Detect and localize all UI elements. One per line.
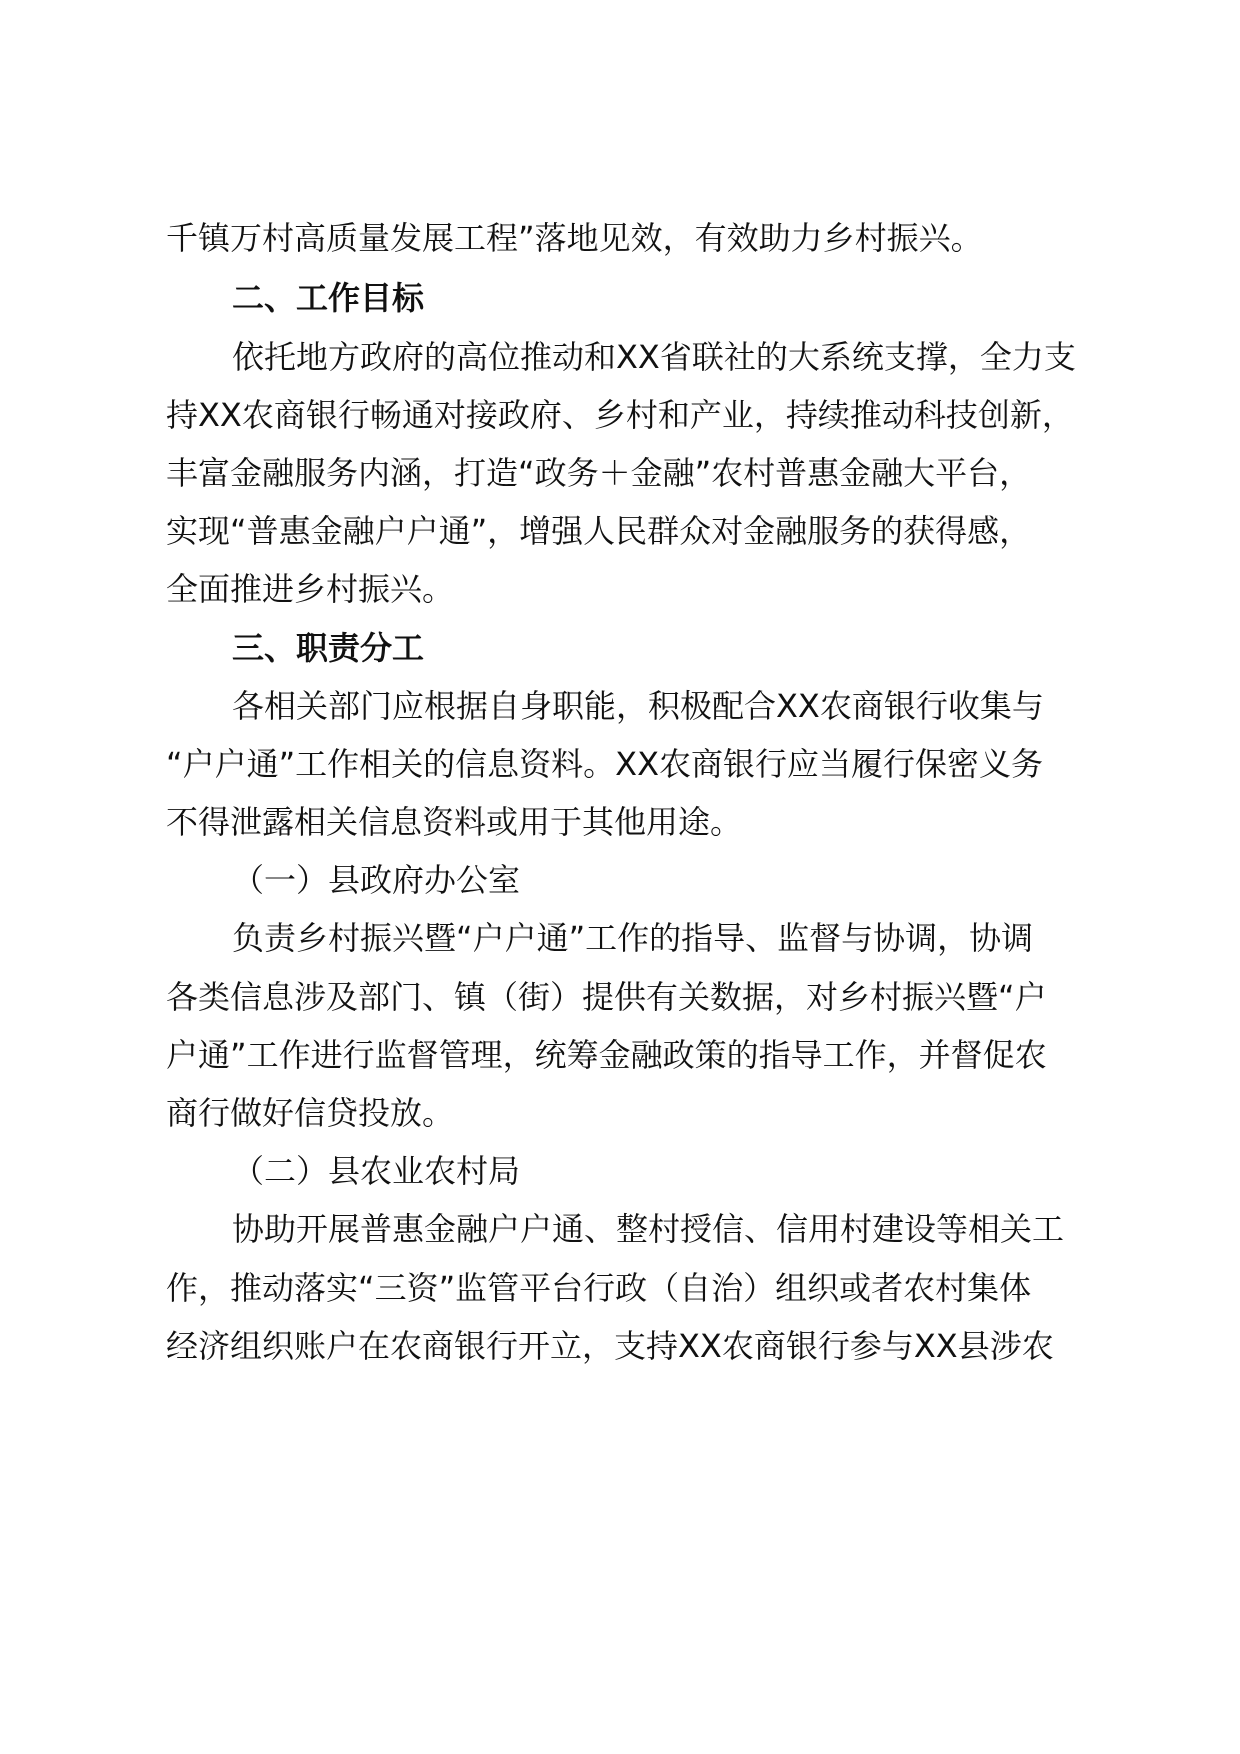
- paragraph-line: 全面推进乡村振兴。: [166, 570, 455, 608]
- paragraph-line: 各相关部门应根据自身职能，积极配合XX农商银行收集与: [232, 687, 1044, 725]
- section-heading-duties: 三、职责分工: [232, 629, 425, 667]
- paragraph-line: 持XX农商银行畅通对接政府、乡村和产业，持续推动科技创新，: [166, 396, 1074, 434]
- paragraph-line: 实现“普惠金融户户通”，增强人民群众对金融服务的获得感，: [166, 512, 1032, 550]
- paragraph-line: 作，推动落实“三资”监管平台行政（自治）组织或者农村集体: [166, 1269, 1032, 1307]
- subsection-heading-county-office: （一）县政府办公室: [232, 861, 521, 899]
- paragraph-line: 不得泄露相关信息资料或用于其他用途。: [166, 803, 743, 841]
- paragraph-line: 依托地方政府的高位推动和XX省联社的大系统支撑，全力支: [232, 338, 1076, 376]
- paragraph-line: 各类信息涉及部门、镇（街）提供有关数据，对乡村振兴暨“户: [166, 978, 1047, 1016]
- paragraph-line: 商行做好信贷投放。: [166, 1094, 455, 1132]
- paragraph-line: “户户通”工作相关的信息资料。XX农商银行应当履行保密义务: [166, 745, 1044, 783]
- paragraph-line: 协助开展普惠金融户户通、整村授信、信用村建设等相关工: [232, 1210, 1065, 1248]
- paragraph-line: 丰富金融服务内涵，打造“政务＋金融”农村普惠金融大平台，: [166, 454, 1032, 492]
- paragraph-line: 经济组织账户在农商银行开立，支持XX农商银行参与XX县涉农: [166, 1327, 1054, 1365]
- section-heading-goals: 二、工作目标: [232, 279, 425, 317]
- paragraph-line: 户通”工作进行监督管理，统筹金融政策的指导工作，并督促农: [166, 1036, 1047, 1074]
- subsection-heading-agriculture-bureau: （二）县农业农村局: [232, 1152, 521, 1190]
- paragraph-line: 负责乡村振兴暨“户户通”工作的指导、监督与协调，协调: [232, 919, 1034, 957]
- paragraph-line: 千镇万村高质量发展工程”落地见效，有效助力乡村振兴。: [166, 219, 983, 257]
